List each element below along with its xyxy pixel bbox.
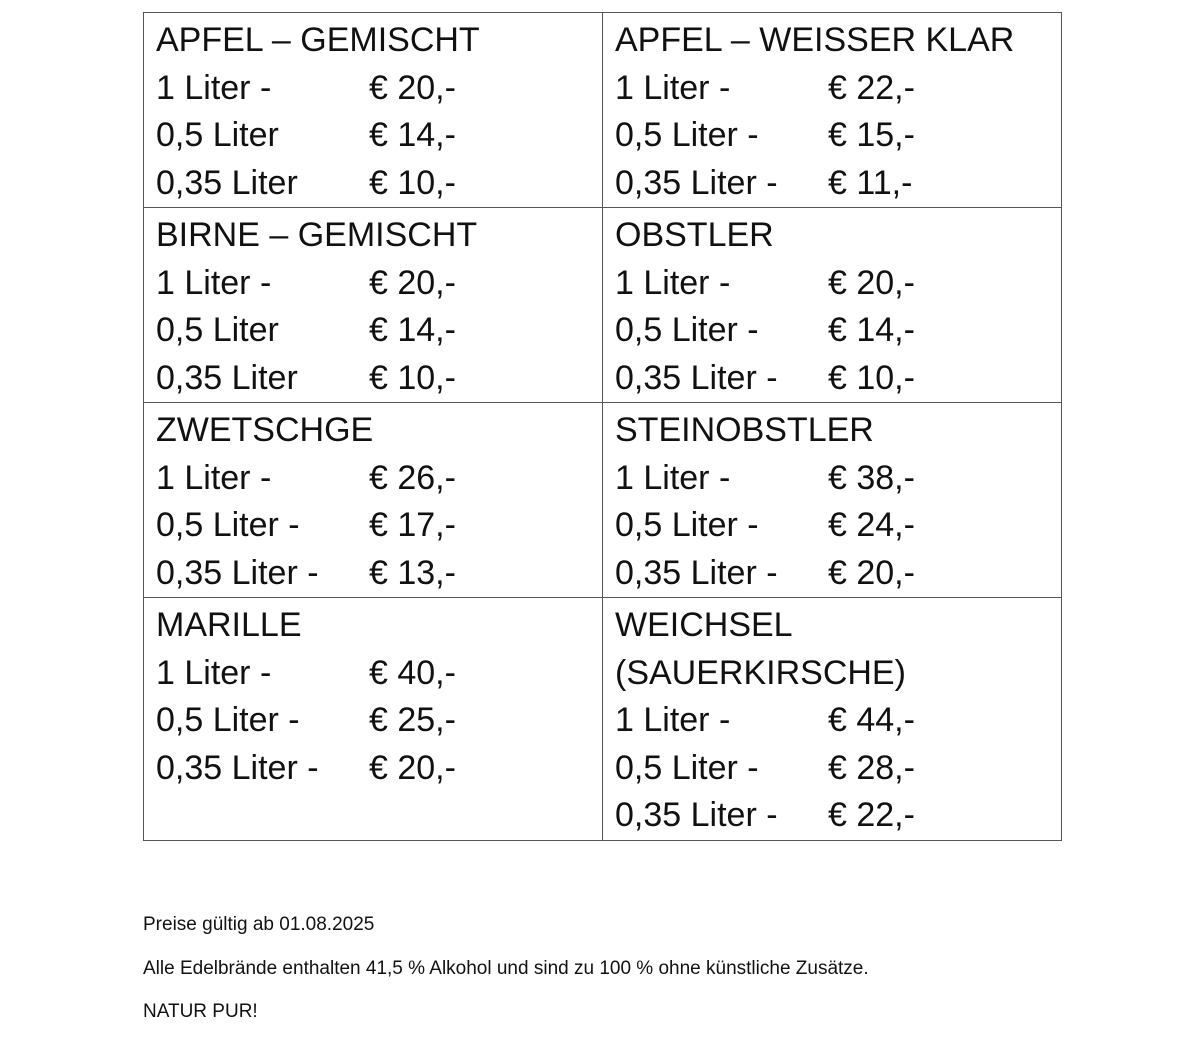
price-value: € 20,-	[828, 553, 915, 592]
quantity-label: 1 Liter -	[615, 263, 731, 302]
table-row	[144, 403, 1062, 598]
price-row	[615, 502, 1061, 550]
price-value: € 40,-	[369, 653, 456, 692]
price-row	[156, 65, 602, 113]
alcohol-note: Alle Edelbrände enthalten 41,5 % Alkohol und sind zu 100 % ohne künstliche Zusätze.	[143, 958, 869, 979]
product-title: STEINOBSTLER	[615, 411, 874, 449]
quantity-label: 0,35 Liter	[156, 163, 298, 202]
price-value: € 14,-	[369, 311, 456, 349]
quantity-label: 1 Liter -	[156, 68, 272, 107]
price-value: € 10,-	[828, 358, 915, 397]
price-row	[615, 260, 1061, 308]
price-row	[615, 65, 1061, 113]
product-cell-marille	[144, 598, 603, 841]
price-row	[615, 697, 1061, 745]
price-value: € 22,-	[828, 796, 915, 834]
quantity-label: 0,5 Liter -	[156, 701, 300, 739]
price-value: € 26,-	[369, 458, 456, 497]
quantity-label: 0,5 Liter	[156, 116, 279, 154]
quantity-label: 1 Liter -	[615, 701, 731, 739]
quantity-label: 0,35 Liter -	[615, 358, 778, 397]
product-title: OBSTLER	[615, 216, 774, 254]
price-value: € 20,-	[369, 263, 456, 302]
product-cell-apfel-weisser-klar	[603, 13, 1062, 208]
product-cell-zwetschge	[144, 403, 603, 598]
quantity-label: 0,5 Liter -	[615, 748, 759, 787]
price-table	[143, 12, 1062, 841]
price-value: € 24,-	[828, 506, 915, 544]
price-row	[615, 455, 1061, 503]
price-row	[156, 745, 602, 793]
quantity-label: 0,35 Liter -	[615, 796, 778, 834]
price-row	[156, 455, 602, 503]
price-row	[615, 160, 1061, 208]
price-value: € 25,-	[369, 701, 456, 739]
price-value: € 11,-	[828, 163, 913, 202]
quantity-label: 0,35 Liter -	[615, 553, 778, 592]
price-row	[615, 745, 1061, 793]
price-row	[156, 307, 602, 355]
table-row	[144, 13, 1062, 208]
price-row	[156, 550, 602, 598]
product-title: APFEL – GEMISCHT	[156, 21, 480, 59]
price-row	[615, 792, 1061, 840]
product-subtitle: (SAUERKIRSCHE)	[615, 653, 906, 692]
quantity-label: 0,35 Liter -	[156, 748, 319, 787]
price-row	[615, 550, 1061, 598]
price-value: € 13,-	[369, 553, 456, 592]
price-value: € 28,-	[828, 748, 915, 787]
quantity-label: 1 Liter -	[615, 458, 731, 497]
price-row	[156, 112, 602, 160]
product-title: WEICHSEL	[615, 606, 793, 644]
table-row	[144, 598, 1062, 841]
quantity-label: 1 Liter -	[156, 263, 272, 302]
product-title: APFEL – WEISSER KLAR	[615, 21, 1015, 59]
price-value: € 10,-	[369, 163, 456, 202]
quantity-label: 0,35 Liter	[156, 358, 298, 397]
quantity-label: 1 Liter -	[156, 458, 272, 497]
price-value: € 14,-	[828, 311, 915, 349]
price-value: € 17,-	[369, 506, 456, 544]
price-value: € 10,-	[369, 358, 456, 397]
table-row	[144, 208, 1062, 403]
price-value: € 15,-	[828, 116, 915, 154]
product-title: MARILLE	[156, 606, 302, 644]
price-validity-note: Preise gültig ab 01.08.2025	[143, 914, 375, 935]
product-cell-weichsel	[603, 598, 1062, 841]
price-row	[156, 355, 602, 403]
product-cell-steinobstler	[603, 403, 1062, 598]
price-row	[156, 160, 602, 208]
quantity-label: 0,5 Liter -	[615, 506, 759, 544]
price-value: € 44,-	[828, 701, 915, 739]
price-value: € 20,-	[828, 263, 915, 302]
price-row	[156, 650, 602, 698]
product-cell-obstler	[603, 208, 1062, 403]
price-row	[615, 355, 1061, 403]
price-value: € 38,-	[828, 458, 915, 497]
price-value: € 14,-	[369, 116, 456, 154]
quantity-label: 0,5 Liter -	[156, 506, 300, 544]
price-row	[615, 112, 1061, 160]
quantity-label: 0,5 Liter	[156, 311, 279, 349]
product-title: ZWETSCHGE	[156, 411, 374, 449]
price-row	[156, 697, 602, 745]
price-row	[615, 307, 1061, 355]
quantity-label: 1 Liter -	[615, 68, 731, 107]
slogan: NATUR PUR!	[143, 1001, 258, 1022]
quantity-label: 0,5 Liter -	[615, 311, 759, 349]
price-row	[156, 260, 602, 308]
quantity-label: 0,5 Liter -	[615, 116, 759, 154]
quantity-label: 0,35 Liter -	[156, 553, 319, 592]
price-value: € 22,-	[828, 68, 915, 107]
product-title: BIRNE – GEMISCHT	[156, 216, 478, 254]
price-row	[156, 502, 602, 550]
product-cell-apfel-gemischt	[144, 13, 603, 208]
price-value: € 20,-	[369, 68, 456, 107]
quantity-label: 1 Liter -	[156, 653, 272, 692]
product-cell-birne-gemischt	[144, 208, 603, 403]
quantity-label: 0,35 Liter -	[615, 163, 778, 202]
price-value: € 20,-	[369, 748, 456, 787]
